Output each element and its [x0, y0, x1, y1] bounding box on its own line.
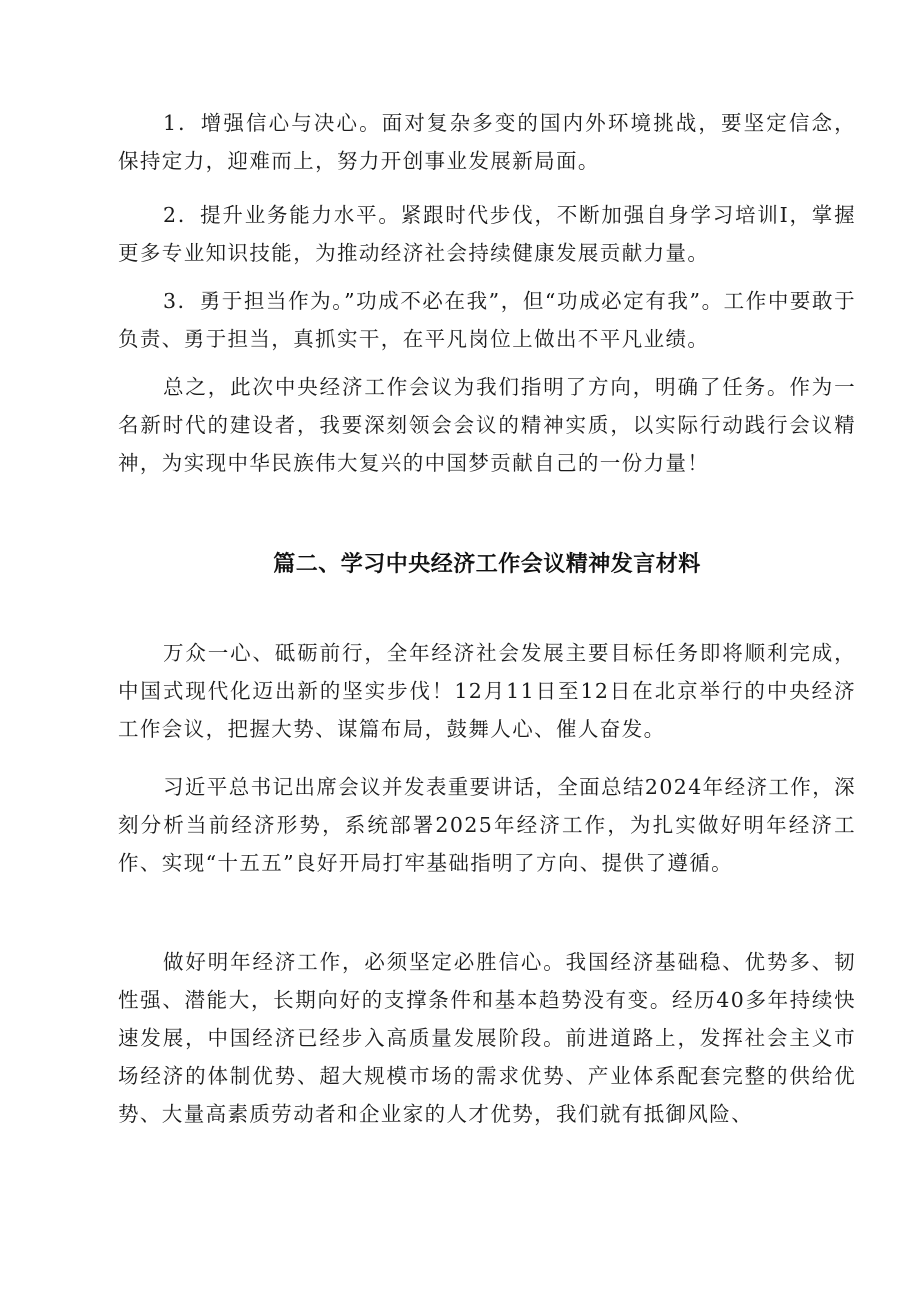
paragraph-conclusion: 总之，此次中央经济工作会议为我们指明了方向，明确了任务。作为一名新时代的建设者，我要深刻领会会议的精神实质，以实际行动践行会议精神，为实现中华民族伟大复兴的中国梦贡献自己的一份力量！: [118, 375, 856, 475]
section-paragraph-speech: 习近平总书记出席会议并发表重要讲话，全面总结2024年经济工作，深刻分析当前经济形势，系统部署2025年经济工作，为扎实做好明年经济工作、实现“十五五”良好开局打牢基础指明了方向、提供了遵循。: [118, 775, 856, 875]
section-paragraph-confidence: 做好明年经济工作，必须坚定必胜信心。我国经济基础稳、优势多、韧性强、潜能大，长期向好的支撑条件和基本趋势没有变。经历40多年持续快速发展，中国经济已经步入高质量发展阶段。前进道路上，发挥社会主义市场经济的体制优势、超大规模市场的需求优势、产业体系配套完整的供给优势、大量高素质劳动者和企业家的人才优势，我们就有抵御风险、: [118, 950, 856, 1126]
section-paragraph-intro: 万众一心、砥砺前行，全年经济社会发展主要目标任务即将顺利完成，中国式现代化迈出新的坚实步伐！12月11日至12日在北京举行的中央经济工作会议，把握大势、谋篇布局，鼓舞人心、催人奋发。: [118, 641, 856, 741]
paragraph-point-1: 1．增强信心与决心。面对复杂多变的国内外环境挑战，要坚定信念，保持定力，迎难而上，努力开创事业发展新局面。: [118, 111, 856, 173]
paragraph-point-3: 3．勇于担当作为。”功成不必在我”，但“功成必定有我”。工作中要敢于负责、勇于担当，真抓实干，在平凡岗位上做出不平凡业绩。: [118, 289, 856, 351]
paragraph-point-2: 2．提升业务能力水平。紧跟时代步伐，不断加强自身学习培训I，掌握更多专业知识技能，为推动经济社会持续健康发展贡献力量。: [118, 203, 856, 265]
section-heading: 篇二、学习中央经济工作会议精神发言材料: [273, 552, 701, 577]
